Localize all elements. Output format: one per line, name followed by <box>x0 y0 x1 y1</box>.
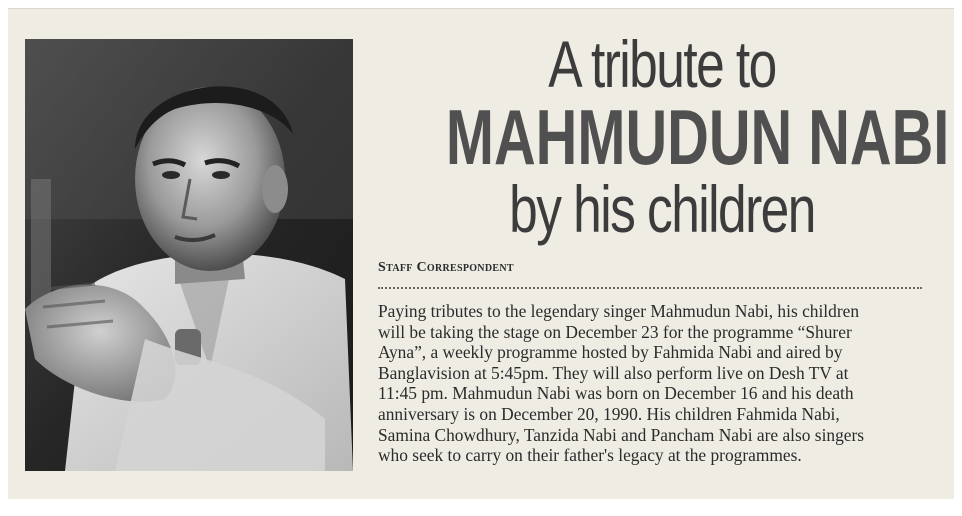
body-line: who seek to carry on their father's legacy at the programmes. <box>378 445 802 466</box>
body-line: anniversary is on December 20, 1990. His children Fahmida Nabi, <box>378 403 840 424</box>
body-line: Paying tributes to the legendary singer Mahmudun Nabi, his children <box>378 301 860 321</box>
portrait-illustration <box>25 39 353 471</box>
body-line: Ayna”, a weekly programme hosted by Fahmida Nabi and aired by <box>378 342 843 363</box>
headline-line-3: by his children <box>509 172 815 246</box>
portrait-photo <box>25 39 353 471</box>
article-body <box>378 301 934 466</box>
body-line: Samina Chowdhury, Tanzida Nabi and Pancham Nabi are also singers <box>378 424 865 445</box>
headline <box>370 27 954 246</box>
headline-line-1: A tribute to <box>548 27 776 101</box>
dotted-divider <box>378 287 922 289</box>
body-line: 11:45 pm. Mahmudun Nabi was born on December 16 and his death <box>378 383 854 404</box>
headline-line-2: MAHMUDUN NABI <box>445 93 950 181</box>
body-line: will be taking the stage on December 23 for the programme “Shurer <box>378 321 852 342</box>
newspaper-clipping <box>8 8 954 499</box>
byline: Staff Correspondent <box>378 260 514 275</box>
body-line: Banglavision at 5:45pm. They will also perform live on Desh TV at <box>378 362 849 383</box>
